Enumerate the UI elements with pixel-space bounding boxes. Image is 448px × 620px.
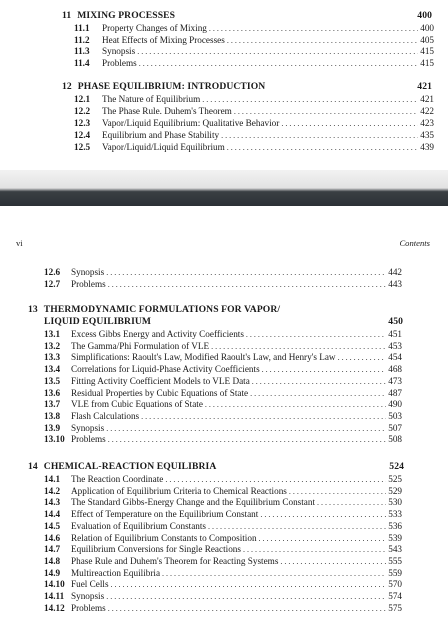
toc-entry[interactable] bbox=[44, 434, 402, 446]
leader-dots bbox=[260, 510, 386, 519]
leader-dots bbox=[317, 498, 386, 507]
chapter-heading-continued bbox=[44, 316, 403, 327]
leader-dots bbox=[338, 353, 387, 362]
section-number: 12.3 bbox=[74, 118, 91, 128]
toc-entry[interactable] bbox=[44, 341, 402, 353]
section-number: 13.3 bbox=[44, 352, 61, 363]
leader-dots bbox=[211, 342, 386, 351]
leader-dots bbox=[280, 557, 386, 566]
section-page: 439 bbox=[420, 142, 434, 152]
toc-entry[interactable] bbox=[44, 352, 402, 364]
chapter-page: 450 bbox=[388, 316, 403, 327]
leader-dots bbox=[106, 592, 386, 601]
section-page: 468 bbox=[388, 364, 402, 375]
section-number: 14.1 bbox=[44, 474, 61, 484]
chapter-title: LIQUID EQUILIBRIUM bbox=[44, 316, 152, 327]
section-number: 13.8 bbox=[44, 410, 61, 421]
section-page: 529 bbox=[388, 485, 402, 496]
section-title: Problems bbox=[71, 434, 106, 445]
chapter-page: 421 bbox=[417, 81, 432, 92]
leader-dots bbox=[252, 377, 386, 386]
section-number: 14.5 bbox=[44, 520, 61, 531]
toc-entry[interactable] bbox=[44, 556, 402, 568]
section-number: 11.2 bbox=[74, 34, 90, 45]
section-title: Vapor/Liquid Equilibrium: Qualitative Behavior bbox=[102, 118, 280, 128]
section-page: 533 bbox=[388, 509, 402, 520]
toc-entry[interactable] bbox=[44, 521, 402, 533]
section-page: 507 bbox=[388, 422, 402, 433]
toc-entry[interactable] bbox=[44, 411, 402, 423]
toc-entry[interactable] bbox=[74, 46, 434, 58]
section-title: VLE from Cubic Equations of State bbox=[71, 399, 203, 410]
section-number: 13.5 bbox=[44, 375, 61, 386]
toc-entry[interactable] bbox=[74, 118, 434, 130]
leader-dots bbox=[243, 545, 386, 554]
leader-dots bbox=[209, 24, 418, 33]
toc-entry[interactable] bbox=[74, 35, 434, 47]
section-title: The Reaction Coordinate bbox=[71, 474, 164, 484]
section-title: Evaluation of Equilibrium Constants bbox=[71, 520, 206, 531]
toc-entry[interactable] bbox=[74, 23, 434, 35]
chapter-heading bbox=[28, 461, 404, 472]
section-number: 11.1 bbox=[74, 23, 90, 33]
section-page: 570 bbox=[388, 579, 402, 590]
section-title: Effect of Temperature on the Equilibrium Constant bbox=[71, 509, 259, 520]
section-page: 415 bbox=[420, 57, 434, 68]
leader-dots bbox=[108, 435, 387, 444]
section-title: Synopsis bbox=[71, 422, 105, 433]
chapter-title: PHASE EQUILIBRIUM: INTRODUCTION bbox=[77, 81, 266, 92]
section-page: 423 bbox=[420, 118, 434, 128]
section-number: 13.1 bbox=[44, 329, 61, 339]
toc-entry[interactable] bbox=[44, 267, 402, 279]
section-number: 13.9 bbox=[44, 422, 61, 433]
toc-entry[interactable] bbox=[44, 474, 402, 486]
toc-entry[interactable] bbox=[44, 497, 402, 509]
section-number: 13.7 bbox=[44, 399, 61, 410]
chapter-page: 400 bbox=[417, 10, 432, 21]
toc-entry[interactable] bbox=[44, 388, 402, 400]
leader-dots bbox=[108, 280, 387, 289]
leader-dots bbox=[246, 330, 386, 339]
section-title: Simplifications: Raoult's Law, Modified Raoult's Law, and Henry's Law bbox=[71, 352, 336, 363]
chapter-number: 11 bbox=[62, 10, 72, 21]
section-number: 13.10 bbox=[44, 434, 65, 445]
leader-dots bbox=[227, 143, 418, 152]
section-title: Multireaction Equilibria bbox=[71, 567, 161, 578]
toc-entry[interactable] bbox=[44, 486, 402, 498]
section-number: 14.3 bbox=[44, 497, 61, 508]
section-page: 415 bbox=[420, 46, 434, 56]
toc-entry[interactable] bbox=[74, 142, 434, 154]
section-page: 453 bbox=[388, 340, 402, 351]
section-number: 14.12 bbox=[44, 602, 65, 613]
section-number: 14.6 bbox=[44, 532, 61, 543]
section-page: 508 bbox=[388, 434, 402, 445]
section-page: 539 bbox=[388, 532, 402, 543]
leader-dots bbox=[259, 534, 387, 543]
section-title: Excess Gibbs Energy and Activity Coefficients bbox=[71, 329, 244, 339]
section-page: 442 bbox=[388, 267, 402, 277]
section-number: 12.4 bbox=[74, 130, 91, 140]
toc-entry[interactable] bbox=[44, 399, 402, 411]
leader-dots bbox=[289, 487, 386, 496]
leader-dots bbox=[139, 59, 419, 68]
toc-entry[interactable] bbox=[74, 58, 434, 70]
leader-dots bbox=[111, 580, 387, 589]
section-page: 543 bbox=[388, 544, 402, 555]
section-page: 400 bbox=[420, 23, 434, 33]
chapter-heading bbox=[28, 304, 404, 315]
section-number: 11.3 bbox=[74, 46, 90, 56]
leader-dots bbox=[205, 400, 386, 409]
section-title: Problems bbox=[71, 279, 106, 289]
section-number: 13.2 bbox=[44, 340, 61, 351]
toc-entry[interactable] bbox=[44, 364, 402, 376]
section-page: 422 bbox=[420, 106, 434, 116]
running-title: Contents bbox=[399, 238, 430, 248]
toc-entry[interactable] bbox=[74, 94, 434, 106]
chapter-title: CHEMICAL-REACTION EQUILIBRIA bbox=[43, 461, 217, 472]
section-title: The Nature of Equilibrium bbox=[102, 94, 201, 104]
page-number: vi bbox=[16, 238, 23, 248]
chapter-number: 12 bbox=[62, 81, 72, 92]
section-page: 575 bbox=[388, 602, 402, 613]
toc-entry[interactable] bbox=[44, 329, 402, 341]
section-title: Phase Rule and Duhem's Theorem for Reacting Systems bbox=[71, 555, 279, 566]
chapter-heading bbox=[62, 81, 432, 92]
section-number: 13.4 bbox=[44, 364, 61, 375]
section-title: Residual Properties by Cubic Equations of State bbox=[71, 387, 249, 398]
toc-entry[interactable] bbox=[44, 579, 402, 591]
section-number: 11.4 bbox=[74, 57, 90, 68]
section-number: 12.5 bbox=[74, 142, 91, 152]
leader-dots bbox=[227, 36, 418, 45]
toc-entry[interactable] bbox=[44, 376, 402, 388]
section-title: Fuel Cells bbox=[71, 579, 109, 590]
section-page: 536 bbox=[388, 520, 402, 531]
section-page: 555 bbox=[388, 555, 402, 566]
toc-entry[interactable] bbox=[44, 544, 402, 556]
section-page: 490 bbox=[388, 399, 402, 410]
section-page: 525 bbox=[388, 474, 402, 484]
leader-dots bbox=[208, 522, 386, 531]
section-number: 12.7 bbox=[44, 279, 61, 289]
section-title: Vapor/Liquid/Liquid Equilibrium bbox=[102, 142, 225, 152]
toc-entry[interactable] bbox=[44, 533, 402, 545]
toc-entry[interactable] bbox=[74, 130, 434, 142]
section-title: The Phase Rule. Duhem's Theorem bbox=[102, 106, 232, 116]
leader-dots bbox=[262, 365, 387, 374]
section-title: Heat Effects of Mixing Processes bbox=[102, 34, 225, 45]
section-number: 14.7 bbox=[44, 544, 61, 555]
section-number: 12.2 bbox=[74, 106, 91, 116]
section-page: 454 bbox=[388, 352, 402, 363]
section-title: The Gamma/Phi Formulation of VLE bbox=[71, 340, 210, 351]
leader-dots bbox=[234, 107, 418, 116]
toc-entry[interactable] bbox=[44, 279, 402, 291]
section-number: 14.11 bbox=[44, 591, 65, 601]
section-number: 14.8 bbox=[44, 555, 61, 566]
leader-dots bbox=[106, 424, 386, 433]
leader-dots bbox=[250, 389, 386, 398]
section-page: 487 bbox=[388, 387, 402, 398]
section-page: 421 bbox=[420, 94, 434, 104]
leader-dots bbox=[137, 47, 418, 56]
toc-entry[interactable] bbox=[44, 509, 402, 521]
section-title: Property Changes of Mixing bbox=[102, 23, 207, 33]
toc-entry[interactable] bbox=[74, 106, 434, 118]
section-title: Relation of Equilibrium Constants to Composition bbox=[71, 532, 257, 543]
section-title: The Standard Gibbs-Energy Change and the Equilibrium Constant bbox=[71, 497, 316, 508]
section-page: 405 bbox=[420, 34, 434, 45]
section-page: 530 bbox=[388, 497, 402, 508]
leader-dots bbox=[141, 412, 386, 421]
section-page: 473 bbox=[388, 375, 402, 386]
section-number: 12.6 bbox=[44, 267, 61, 277]
section-page: 559 bbox=[388, 567, 402, 578]
chapter-number: 13 bbox=[28, 304, 38, 315]
section-title: Problems bbox=[71, 602, 106, 613]
leader-dots bbox=[165, 475, 386, 484]
page-separator bbox=[0, 170, 448, 206]
leader-dots bbox=[202, 95, 418, 104]
leader-dots bbox=[108, 604, 387, 613]
section-title: Correlations for Liquid-Phase Activity Coefficients bbox=[71, 364, 260, 375]
leader-dots bbox=[221, 131, 418, 140]
toc-entry[interactable] bbox=[44, 568, 402, 580]
chapter-heading bbox=[62, 10, 432, 21]
toc-entry[interactable] bbox=[44, 603, 402, 615]
section-title: Equilibrium Conversions for Single Reactions bbox=[71, 544, 241, 555]
section-page: 443 bbox=[388, 279, 402, 289]
chapter-page: 524 bbox=[389, 461, 404, 472]
leader-dots bbox=[281, 119, 418, 128]
chapter-title: MIXING PROCESSES bbox=[77, 10, 176, 21]
section-title: Application of Equilibrium Criteria to Chemical Reactions bbox=[71, 485, 287, 496]
chapter-number: 14 bbox=[28, 461, 38, 472]
section-number: 12.1 bbox=[74, 94, 91, 104]
section-page: 503 bbox=[388, 410, 402, 421]
toc-entry[interactable] bbox=[44, 591, 402, 603]
leader-dots bbox=[162, 569, 386, 578]
toc-entry[interactable] bbox=[44, 423, 402, 435]
section-number: 14.9 bbox=[44, 567, 61, 578]
section-page: 435 bbox=[420, 130, 434, 140]
section-title: Fitting Activity Coefficient Models to VLE Data bbox=[71, 375, 250, 386]
leader-dots bbox=[106, 268, 386, 277]
section-title: Flash Calculations bbox=[71, 410, 140, 421]
section-number: 14.4 bbox=[44, 509, 61, 520]
section-number: 14.2 bbox=[44, 485, 61, 496]
section-number: 14.10 bbox=[44, 579, 65, 590]
section-title: Synopsis bbox=[71, 591, 105, 601]
chapter-title: THERMODYNAMIC FORMULATIONS FOR VAPOR/ bbox=[43, 304, 281, 315]
section-number: 13.6 bbox=[44, 387, 61, 398]
section-title: Synopsis bbox=[102, 46, 136, 56]
section-title: Equilibrium and Phase Stability bbox=[102, 130, 220, 140]
section-title: Problems bbox=[102, 57, 137, 68]
section-title: Synopsis bbox=[71, 267, 105, 277]
section-page: 574 bbox=[388, 591, 402, 601]
section-page: 451 bbox=[388, 329, 402, 339]
